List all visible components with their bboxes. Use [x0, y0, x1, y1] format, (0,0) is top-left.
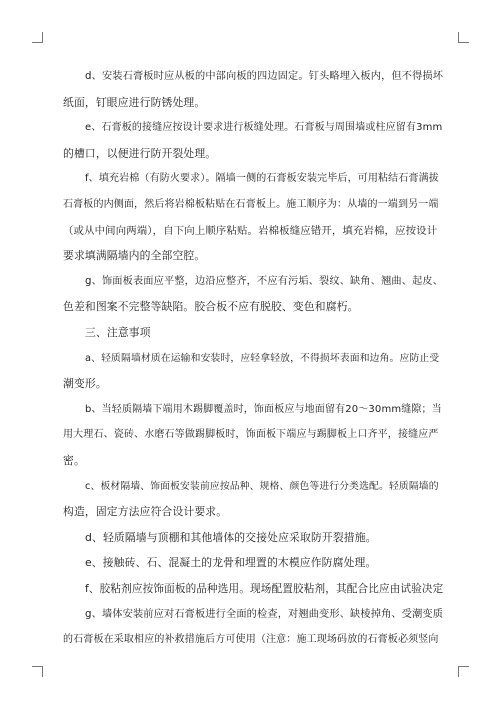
text-line: c、板材隔墙、饰面板安装前应按品种、规格、颜色等进行分类选配。轻质隔墙的 — [85, 480, 439, 492]
text-line: 色差和图案不完整等缺陷。胶合板不应有脱胶、变色和腐朽。 — [63, 300, 359, 314]
text-line: d、轻质隔墙与顶棚和其他墙体的交接处应采取防开裂措施。 — [85, 530, 377, 544]
section-heading: 三、注意事项 — [85, 326, 151, 339]
text-line: d、安装石膏板时应从板的中部向板的四边固定。钉头略埋入板内，但不得损坏 — [85, 71, 444, 82]
crop-mark-bottom-right — [458, 666, 469, 677]
text-line: g、饰面板表面应平整，边沿应整齐，不应有污垢、裂纹、缺角、翘曲、起皮、 — [85, 275, 444, 287]
text-line: 构造，固定方法应符合设计要求。 — [63, 505, 228, 519]
text-line: f、胶粘剂应按饰面板的品种选用。现场配置胶粘剂，其配合比应由试验决定 — [85, 583, 444, 595]
text-line: 用大理石、瓷砖、水磨石等做踢脚板时，饰面板下端应与踢脚板上口齐平，接缝应严 — [63, 429, 439, 441]
text-line: 石膏板的内侧面，然后将岩棉板粘贴在石膏板上。施工顺序为：从墙的一端到另一端 — [63, 199, 439, 210]
text-line: f、填充岩棉（有防火要求）。隔墙一侧的石膏板安装完毕后，可用粘结石膏满拔 — [85, 173, 439, 185]
text-line: 纸面，钉眼应进行防锈处理。 — [63, 95, 206, 109]
text-line: e、接触砖、石、混凝土的龙骨和埋置的木模应作防腐处理。 — [85, 556, 377, 570]
text-line: 的石膏板在采取相应的补救措施后方可使用（注意：施工现场码放的石膏板必须竖向 — [63, 634, 439, 646]
text-line: e、石膏板的接缝应按设计要求进行板缝处理。石膏板与周围墙或柱应留有3mm — [85, 122, 443, 134]
text-line: g、墙体安装前应对石膏板进行全面的检查，对翘曲变形、缺棱掉角、受潮变质 — [85, 608, 444, 620]
text-line: 要求填满隔墙内的全部空腔。 — [63, 249, 206, 263]
text-line: （或从中间向两端），自下向上顺序粘贴。岩棉板缝应错开，填充岩棉，应按设计 — [63, 224, 438, 237]
text-line: 密。 — [63, 454, 85, 467]
text-line: 的槽口，以便进行防开裂处理。 — [63, 146, 217, 160]
text-line: 潮变形。 — [63, 377, 107, 391]
crop-mark-bottom-left — [32, 666, 43, 677]
crop-mark-top-left — [32, 32, 43, 43]
crop-mark-top-right — [458, 32, 469, 43]
text-line: a、轻质隔墙材质在运输和安装时，应轻拿轻放，不得损坏表面和边角。应防止受 — [85, 352, 440, 364]
text-line: b、当轻质隔墙下端用木踢脚覆盖时，饰面板应与地面留有20～30mm缝隙；当 — [85, 403, 442, 415]
